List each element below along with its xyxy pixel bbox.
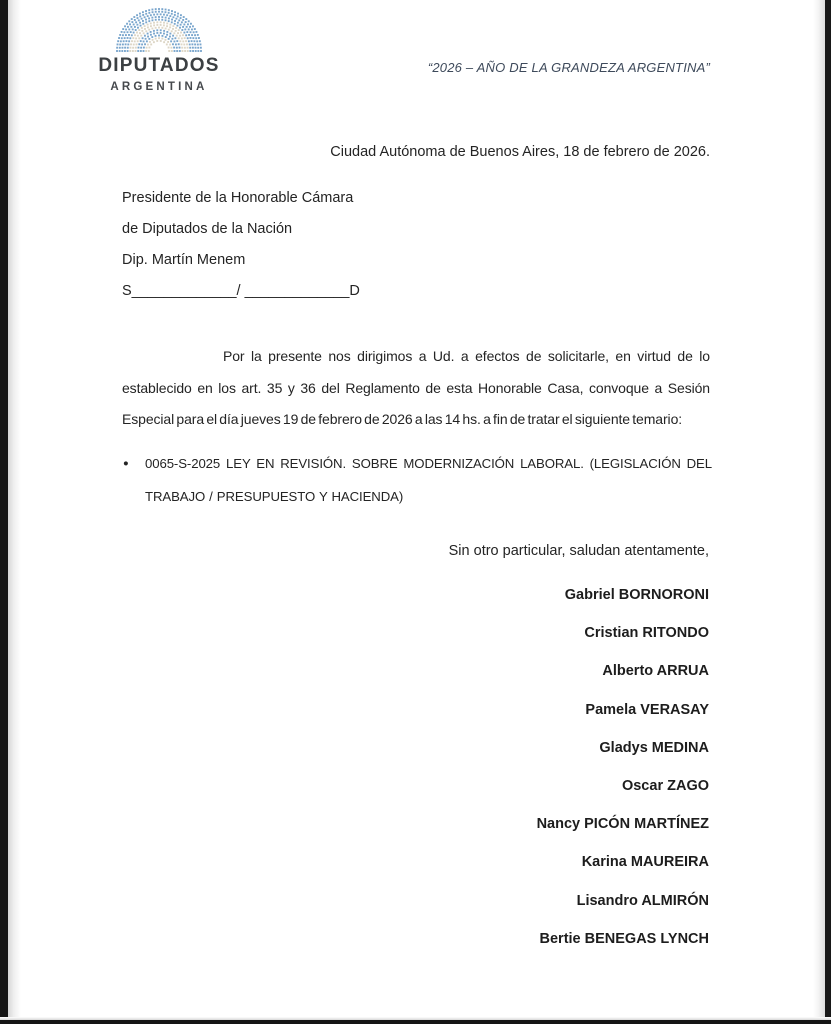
signatory-name: Oscar ZAGO: [621, 778, 709, 795]
diputados-logo: [94, 6, 224, 93]
signatory-name: Alberto ARRUA: [602, 663, 709, 680]
signatures-list: [537, 576, 709, 958]
logo-title: DIPUTADOS: [98, 55, 220, 76]
scan-shadow-left: [8, 0, 21, 1024]
recipient-sd-line: S_____________/ _____________D: [122, 283, 360, 299]
signatory-name: Karina MAUREIRA: [581, 854, 709, 871]
signatory-name: Bertie BENEGAS LYNCH: [539, 930, 709, 947]
scan-edge-bottom: [0, 1020, 831, 1024]
recipient-line: Dip. Martín Menem: [122, 252, 246, 268]
scan-edge-right: [825, 0, 831, 1024]
hemicycle-logo-icon: [114, 6, 204, 52]
signatory-name: Gabriel BORNORONI: [564, 587, 709, 603]
signatory-name: Pamela VERASAY: [585, 701, 709, 718]
agenda-item: ● 0065-S-2025 LEY EN REVISIÓN. SOBRE MODERNIZACIÓN LABORAL. (LEGISLACIÓN DEL TRABAJO / PRESUPUESTO Y HACIENDA): [122, 447, 712, 513]
agenda-list: [122, 447, 712, 513]
closing-line: Sin otro particular, saludan atentamente,: [448, 543, 709, 559]
signatory-name: Nancy PICÓN MARTÍNEZ: [536, 816, 709, 833]
scan-edge-left: [0, 0, 8, 1024]
recipient-line: de Diputados de la Nación: [122, 221, 293, 237]
signatory-name: Cristian RITONDO: [584, 625, 709, 642]
signatory-name: Lisandro ALMIRÓN: [576, 892, 709, 909]
signatory-name: Gladys MEDINA: [599, 739, 709, 756]
year-slogan: “2026 – AÑO DE LA GRANDEZA ARGENTINA”: [427, 60, 710, 75]
scan-shadow-right: [813, 0, 825, 1024]
recipient-block: [122, 183, 360, 307]
recipient-line: Presidente de la Honorable Cámara: [122, 190, 354, 206]
logo-subtitle: ARGENTINA: [110, 81, 208, 93]
body-paragraph: Por la presente nos dirigimos a Ud. a efectos de solicitarle, en virtud de lo establecido en los art. 35 y 36 del Reglamento de esta Honorable Casa, convoque a Sesión Especial para el día jueves 19 de febrero de 2026 a las 14 hs. a fin de tratar el siguiente temario:: [122, 348, 710, 427]
dateline: Ciudad Autónoma de Buenos Aires, 18 de febrero de 2026.: [330, 144, 710, 160]
